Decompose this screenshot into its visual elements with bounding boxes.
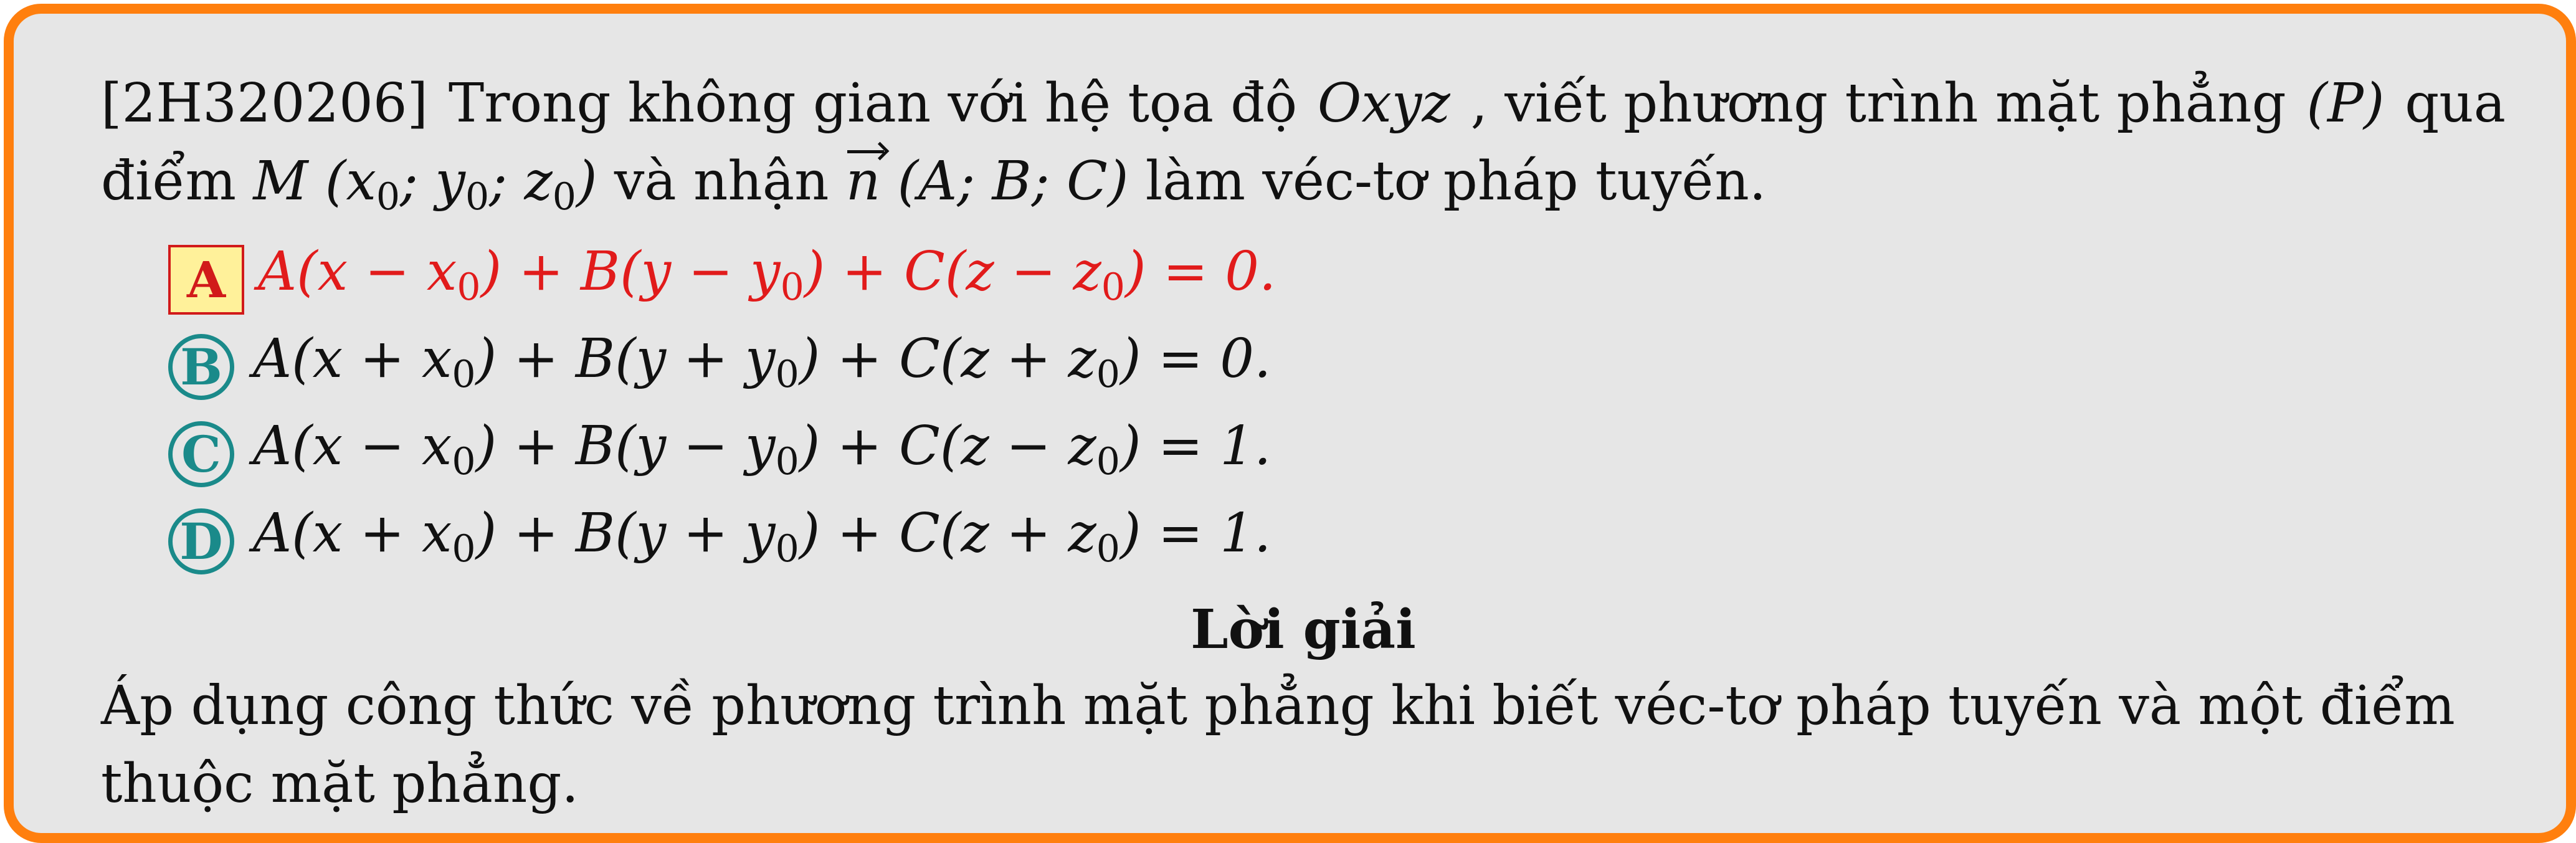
coordinate-system: Oxyz: [1317, 72, 1450, 135]
option-a-text: $A(x - x_0) + B(y - y_0) + C(z - z_0) = 0$.: [258, 241, 1276, 309]
question-code: [2H320206]: [101, 72, 429, 135]
question-text-2-prefix: điểm: [101, 150, 237, 212]
option-c[interactable]: [168, 411, 2506, 498]
question-text-2-mid: và nhận: [614, 150, 829, 212]
normal-vector: n: [846, 143, 880, 221]
option-d-text: $A(x + x_0) + B(y + y_0) + C(z + z_0) = 1$.: [253, 502, 1271, 571]
option-a-badge: A: [168, 245, 244, 315]
question-line-2: [101, 143, 2506, 236]
question-text-2-tail: làm véc-tơ pháp tuyến.: [1145, 150, 1767, 212]
vector-coordinates: (A; B; C): [897, 150, 1129, 212]
option-c-badge: C: [168, 421, 234, 487]
option-d[interactable]: [168, 498, 2506, 585]
option-b-text: $A(x + x_0) + B(y + y_0) + C(z + z_0) = 0$.: [253, 328, 1271, 396]
option-b[interactable]: [168, 323, 2506, 411]
question-text-1-tail: , viết phương trình mặt phẳng: [1470, 72, 2286, 135]
solution-text: Áp dụng công thức về phương trình mặt phẳng khi biết véc-tơ pháp tuyến và một điểm thuộc mặt phẳng.: [101, 675, 2455, 815]
point-name: M: [253, 150, 308, 212]
question-text-qua: qua: [2405, 72, 2506, 135]
solution-title: Lời giải: [1191, 598, 1416, 661]
question-line-1: [101, 65, 2506, 143]
plane-name: (P): [2306, 72, 2385, 135]
option-d-badge: D: [168, 508, 234, 574]
option-b-badge: B: [168, 334, 234, 400]
option-c-text: $A(x - x_0) + B(y - y_0) + C(z - z_0) = 1$.: [253, 415, 1271, 483]
answer-options: [168, 236, 2506, 585]
card-content: [101, 65, 2506, 823]
question-card: [4, 4, 2576, 843]
point-coordinates: ($x_0$; $y_0$; $z_0$): [325, 150, 597, 219]
question-text-1: Trong không gian với hệ tọa độ: [448, 72, 1298, 135]
option-a[interactable]: [168, 236, 2506, 323]
